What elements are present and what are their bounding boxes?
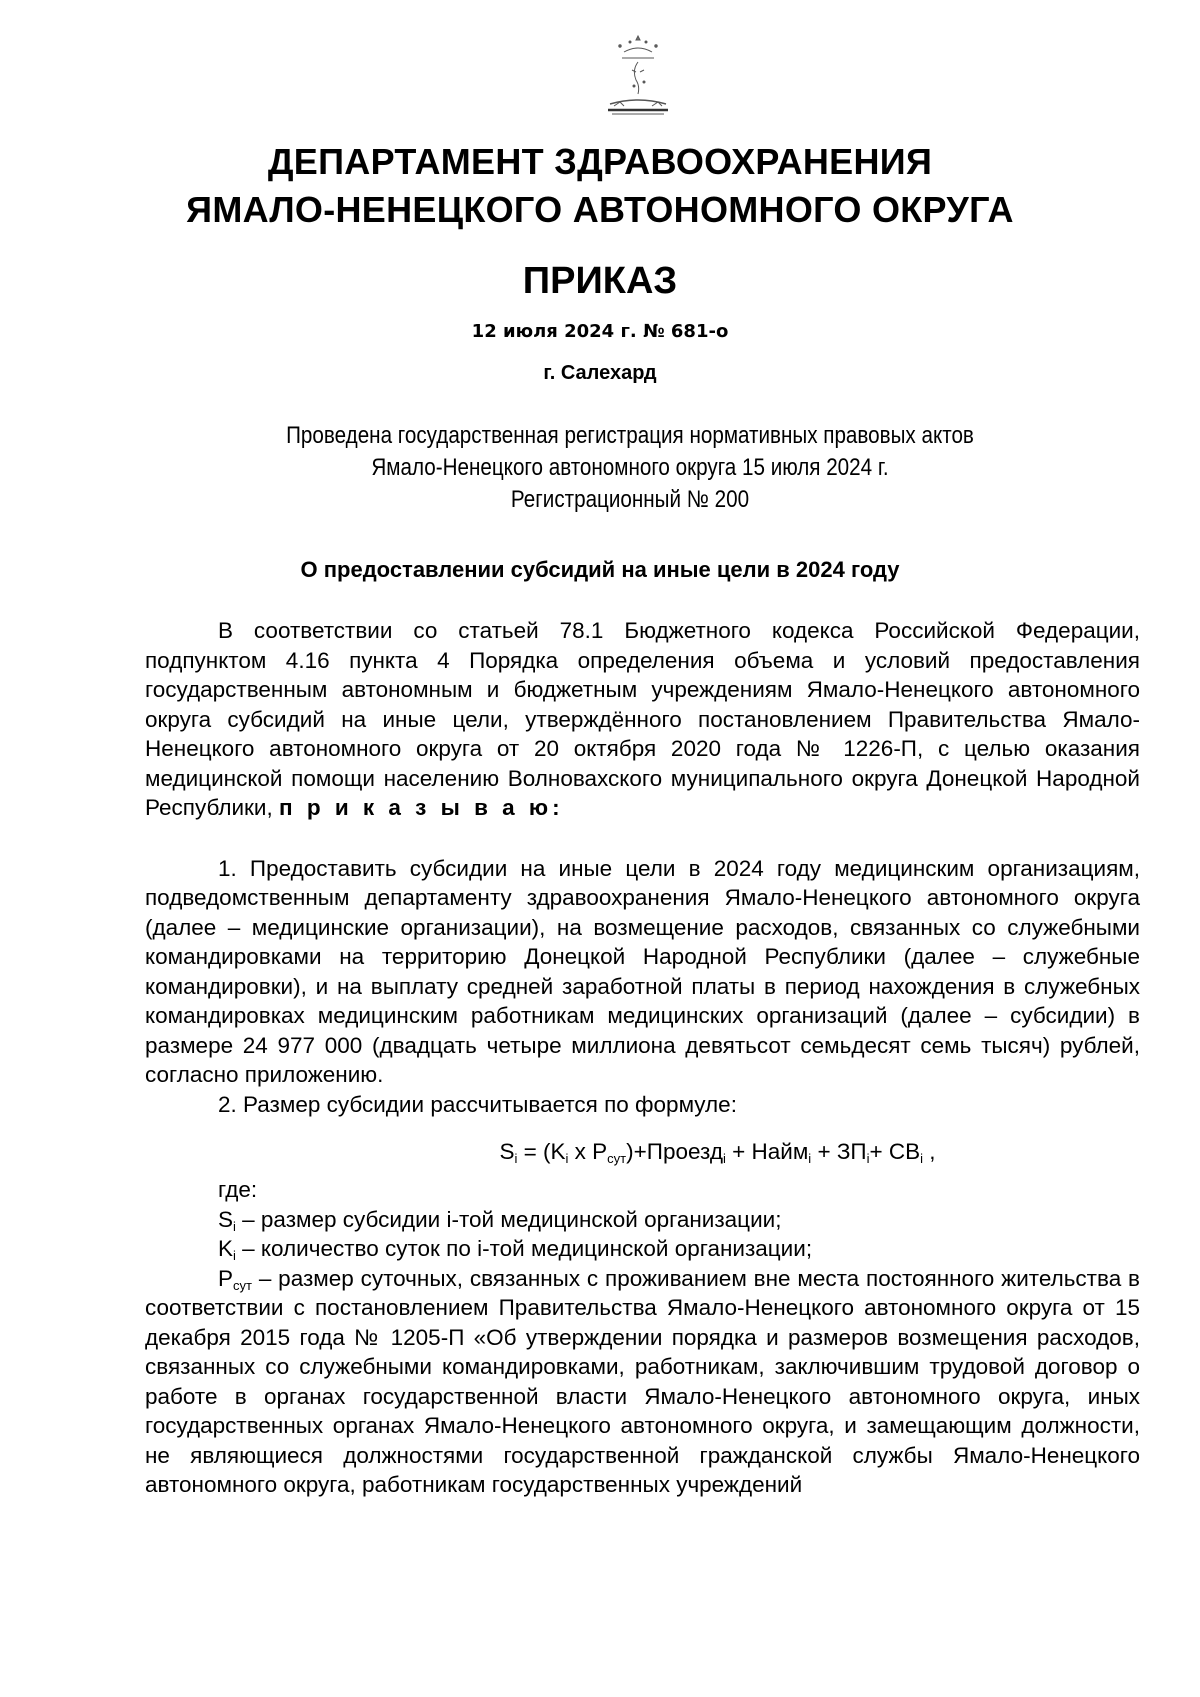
department-title-line2: ЯМАЛО-НЕНЕЦКОГО АВТОНОМНОГО ОКРУГА xyxy=(186,189,1014,230)
definition-k: $K_i$ – количество суток по i-той медицинской организации; xyxy=(218,1236,813,1263)
subsidy-formula: $S_i = (K_i$ x $P_{сут})+Проезд_i$ + Найм$_i$ + $ЗП_i+ СВ_i$ , xyxy=(499,1139,936,1166)
definition-p: $P_{сут}$ – размер суточных, связанных с проживанием вне места постоянного жительства в соответствии с постановлением Правительства Ямало-Ненецкого автономного округа от 15 декабря 2015 года № 1205-П «Об утверждении порядка и размеров возмещения расходов, связанных со служебными командировками, работникам, заключившим трудовой договор о работе в органах государственной власти Ямало-Ненецкого автономного округа, иных государственных органах Ямало-Ненецкого автономного округа, и замещающим должности, не являющиеся должностями государственной гражданской службы Ямало-Ненецкого автономного округа, работникам государственных учреждений xyxy=(145,1265,1140,1497)
coat-of-arms-emblem xyxy=(600,32,676,120)
item-2-paragraph: 2. Размер субсидии рассчитывается по формуле: xyxy=(218,1091,737,1117)
preamble-text: В соответствии со статьей 78.1 Бюджетного кодекса Российской Федерации, подпунктом 4.16 пункта 4 Порядка определения объема и условий предоставления государственным автономным и бюджетным учреждениям Ямало-Ненецкого автономного округа субсидий на иные цели, утверждённого постановлением Правительства Ямало-Ненецкого автономного округа от 20 октября 2020 года № 1226-П, с целью оказания медицинской помощи населению Волновахского муниципального округа Донецкой Народной Республики, xyxy=(145,618,1140,820)
department-title xyxy=(0,138,1200,234)
preamble-paragraph xyxy=(145,616,1140,823)
order-body xyxy=(145,616,1140,1500)
where-label: где: xyxy=(218,1177,258,1202)
registration-line3: Регистрационный № 200 xyxy=(510,486,750,513)
order-title: ПРИКАЗ xyxy=(522,260,678,302)
preamble-command: п р и к а з ы в а ю: xyxy=(278,795,564,820)
order-subject: О предоставлении субсидий на иные цели в 2024 году xyxy=(300,557,900,582)
registration-line2: Ямало-Ненецкого автономного округа 15 июля 2024 г. xyxy=(371,454,889,481)
definition-s: $S_i$ – размер субсидии i-той медицинской организации; xyxy=(218,1206,782,1234)
registration-stamp xyxy=(217,420,1043,516)
item-1-paragraph: 1. Предоставить субсидии на иные цели в 2024 году медицинским организациям, подведомственным департаменту здравоохранения Ямало-Ненецкого автономного округа (далее – медицинские организации), на возмещение расходов, связанных со служебными командировками на территорию Донецкой Народной Республики (далее – служебные командировки), и на выплату средней заработной платы в период нахождения в служебных командировках медицинским работникам медицинских организаций (далее – субсидии) в размере 24 977 000 (двадцать четыре миллиона девятьсот семьдесят семь тысяч) рублей, согласно приложению. xyxy=(145,855,1140,1087)
order-date-number: 12 июля 2024 г. № 681-о xyxy=(471,321,729,342)
order-city: г. Салехард xyxy=(543,362,657,384)
registration-line1: Проведена государственная регистрация нормативных правовых актов xyxy=(286,422,974,449)
department-title-line1: ДЕПАРТАМЕНТ ЗДРАВООХРАНЕНИЯ xyxy=(267,141,933,182)
